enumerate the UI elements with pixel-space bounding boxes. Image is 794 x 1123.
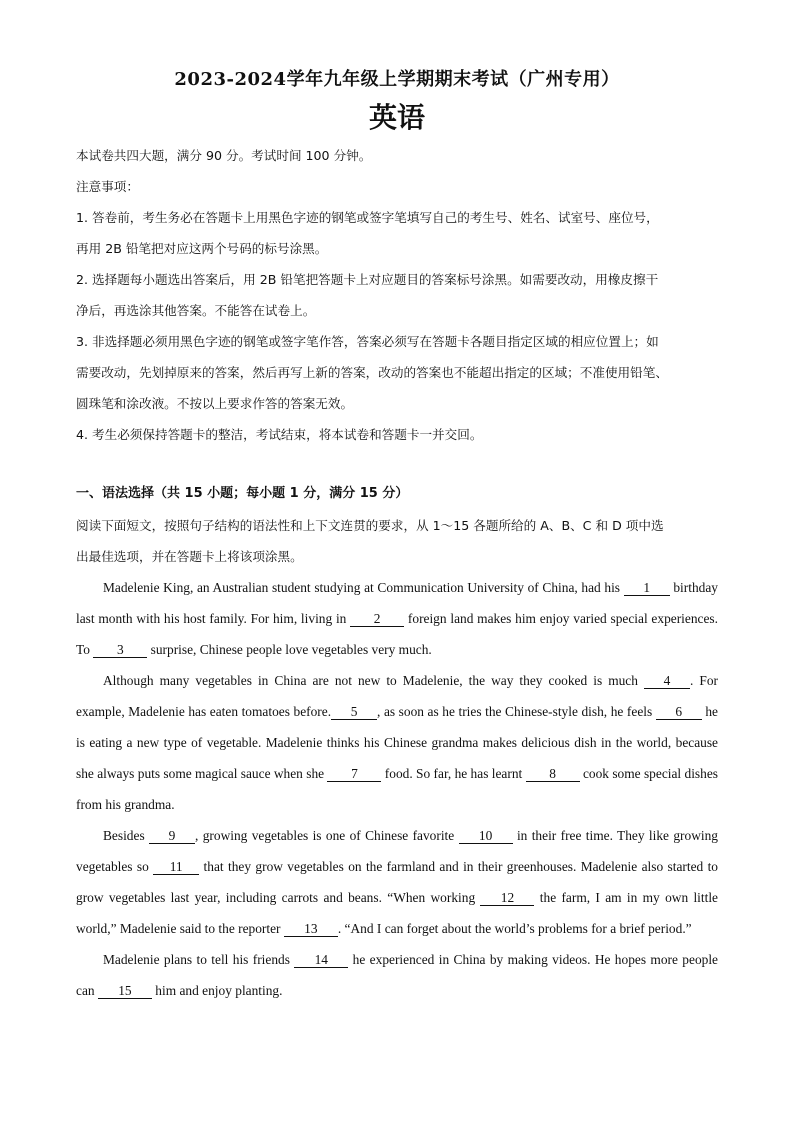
exam-info: 本试卷共四大题，满分 90 分。考试时间 100 分钟。 bbox=[76, 148, 372, 163]
passage-paragraph-4 bbox=[76, 944, 718, 1006]
blank-9: 9 bbox=[149, 829, 195, 844]
text-run: Although many vegetables in China are not new to Madelenie, the way they cooked is much bbox=[103, 673, 644, 688]
blank-6: 6 bbox=[656, 705, 702, 720]
text-run: . For example, Madelenie has eaten tomatoes before. bbox=[76, 673, 718, 719]
text-run: he experienced in China by making videos. He hopes more people can bbox=[76, 952, 718, 998]
blank-12: 12 bbox=[480, 891, 534, 906]
note-line: 4. 考生必须保持答题卡的整洁，考试结束，将本试卷和答题卡一并交回。 bbox=[76, 427, 483, 442]
text-run: in their free time. They like growing vegetables so bbox=[76, 828, 718, 874]
section-instruction: 出最佳选项，并在答题卡上将该项涂黑。 bbox=[76, 549, 303, 564]
blank-14: 14 bbox=[294, 953, 348, 968]
note-line: 再用 2B 铅笔把对应这两个号码的标号涂黑。 bbox=[76, 241, 328, 256]
text-run: him and enjoy planting. bbox=[151, 983, 283, 998]
blank-15: 15 bbox=[98, 984, 152, 999]
text-run: . “And I can forget about the world’s problems for a brief period.” bbox=[337, 921, 692, 936]
text-run: the farm, I am in my own little world,” Madelenie said to the reporter bbox=[76, 890, 719, 936]
blank-7: 7 bbox=[327, 767, 381, 782]
section-heading: 一、语法选择（共 15 小题；每小题 1 分，满分 15 分） bbox=[76, 486, 409, 501]
section-instruction: 阅读下面短文，按照句子结构的语法性和上下文连贯的要求，从 1～15 各题所给的 A、B、C 和 D 项中选 bbox=[76, 518, 664, 533]
text-run: that they grow vegetables on the farmland and in their greenhouses. Madelenie also started to grow vegetables last year, including carrots and beans. “When working bbox=[76, 859, 718, 905]
text-run: food. So far, he has learnt bbox=[381, 766, 526, 781]
text-run: surprise, Chinese people love vegetables very much. bbox=[147, 642, 432, 657]
exam-title: 2023-2024学年九年级上学期期末考试（广州专用） bbox=[174, 69, 620, 90]
section-grammar bbox=[76, 478, 718, 1006]
blank-1: 1 bbox=[624, 581, 670, 596]
note-line: 2. 选择题每小题选出答案后，用 2B 铅笔把答题卡上对应题目的答案标号涂黑。如需要改动，用橡皮擦干 bbox=[76, 272, 659, 287]
blank-11: 11 bbox=[153, 860, 199, 875]
note-line: 净后，再选涂其他答案。不能答在试卷上。 bbox=[76, 303, 316, 318]
passage-paragraph-2 bbox=[76, 665, 718, 820]
passage-paragraph-3 bbox=[76, 820, 718, 944]
blank-5: 5 bbox=[331, 705, 377, 720]
text-run: , growing vegetables is one of Chinese favorite bbox=[195, 828, 459, 843]
blank-13: 13 bbox=[284, 922, 338, 937]
text-run: Madelenie plans to tell his friends bbox=[103, 952, 295, 967]
text-run: Madelenie King, an Australian student studying at Communication University of China, had his bbox=[103, 580, 624, 595]
subject-title: 英语 bbox=[368, 101, 425, 134]
text-run: cook some special dishes from his grandma. bbox=[76, 766, 718, 812]
blank-2: 2 bbox=[350, 612, 404, 627]
text-run: birthday last month with his host family. For him, living in bbox=[76, 580, 718, 626]
blank-3: 3 bbox=[93, 643, 147, 658]
note-line: 3. 非选择题必须用黑色字迹的钢笔或签字笔作答，答案必须写在答题卡各题目指定区域的相应位置上；如 bbox=[76, 334, 659, 349]
text-run: , as soon as he tries the Chinese-style dish, he feels bbox=[377, 704, 656, 719]
notes-heading: 注意事项： bbox=[76, 179, 139, 194]
blank-8: 8 bbox=[526, 767, 580, 782]
exam-intro bbox=[76, 140, 718, 450]
note-line: 1. 答卷前，考生务必在答题卡上用黑色字迹的钢笔或签字笔填写自己的考生号、姓名、试室号、座位号， bbox=[76, 210, 659, 225]
note-line: 圆珠笔和涂改液。不按以上要求作答的答案无效。 bbox=[76, 396, 354, 411]
blank-4: 4 bbox=[644, 674, 690, 689]
blank-10: 10 bbox=[459, 829, 513, 844]
text-run: he is eating a new type of vegetable. Madelenie thinks his Chinese grandma makes delicious dish in the world, because she always puts some magical sauce when she bbox=[76, 704, 718, 781]
text-run: Besides bbox=[103, 828, 150, 843]
note-line: 需要改动，先划掉原来的答案，然后再写上新的答案，改动的答案也不能超出指定的区域；不准使用铅笔、 bbox=[76, 365, 668, 380]
text-run: foreign land makes him enjoy varied special experiences. To bbox=[76, 611, 718, 657]
passage-paragraph-1 bbox=[76, 572, 718, 665]
